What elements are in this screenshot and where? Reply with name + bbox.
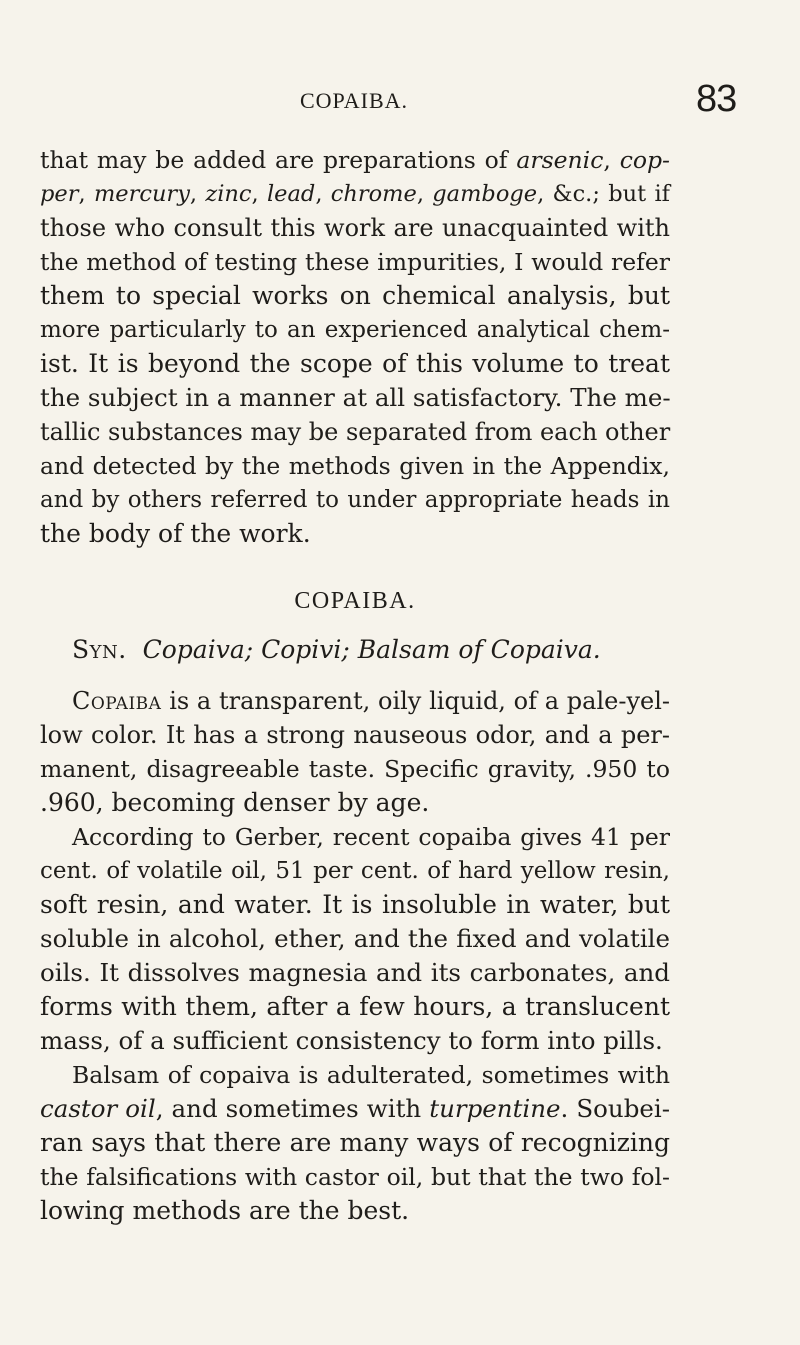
text-line: low color. It has a strong nauseous odor, and a per- xyxy=(40,721,670,749)
text-line: soluble in alcohol, ether, and the fixed and volatile xyxy=(40,924,670,953)
text-line: the subject in a manner at all satisfactory. The me- xyxy=(40,383,671,412)
syn-text: Copaiva; Copivi; Balsam of Copaiva. xyxy=(142,635,601,664)
text-line: that may be added are preparations of arsenic, cop- xyxy=(40,146,670,174)
section-heading: COPAIBA. xyxy=(294,588,416,614)
text-line: more particularly to an experienced analytical chem- xyxy=(40,317,670,343)
text-line: per, mercury, zinc, lead, chrome, gamboge, &c.; but if xyxy=(40,181,670,207)
text-line: the falsifications with castor oil, but that the two fol- xyxy=(40,1163,670,1191)
text-line: mass, of a sufficient consistency to form into pills. xyxy=(40,1026,663,1055)
text-line: the body of the work. xyxy=(40,519,311,548)
text-line: lowing methods are the best. xyxy=(40,1196,410,1225)
text-line: cent. of volatile oil, 51 per cent. of hard yellow resin, xyxy=(40,858,670,884)
text-line: According to Gerber, recent copaiba gives 41 per xyxy=(72,823,670,851)
text-line: those who consult this work are unacquainted with xyxy=(40,214,670,242)
text-line: ran says that there are many ways of recognizing xyxy=(40,1128,670,1157)
text-line: and by others referred to under appropriate heads in xyxy=(40,487,670,513)
text-line: .960, becoming denser by age. xyxy=(40,788,430,817)
text-line: tallic substances may be separated from each other xyxy=(40,418,671,446)
syn-label: Syn. xyxy=(72,635,127,664)
running-title: COPAIBA. xyxy=(300,88,409,113)
text-line: soft resin, and water. It is insoluble in water, but xyxy=(40,890,670,919)
text-line: oils. It dissolves magnesia and its carbonates, and xyxy=(40,958,670,987)
text-line: and detected by the methods given in the Appendix, xyxy=(40,452,670,480)
synonyms-line xyxy=(72,633,670,667)
text-line: manent, disagreeable taste. Specific gravity, .950 to xyxy=(40,755,670,783)
text-line: Copaiba is a transparent, oily liquid, of a pale-yel- xyxy=(72,687,670,715)
text-line: forms with them, after a few hours, a translucent xyxy=(40,992,670,1021)
page-number: 83 xyxy=(696,78,737,120)
text-line: ist. It is beyond the scope of this volume to treat xyxy=(40,349,670,378)
text-line: Balsam of copaiva is adulterated, sometimes with xyxy=(72,1061,670,1089)
text-line: the method of testing these impurities, I would refer xyxy=(40,248,670,276)
text-line: them to special works on chemical analysis, but xyxy=(40,281,670,310)
text-line: castor oil, and sometimes with turpentine. Soubei- xyxy=(40,1094,671,1123)
